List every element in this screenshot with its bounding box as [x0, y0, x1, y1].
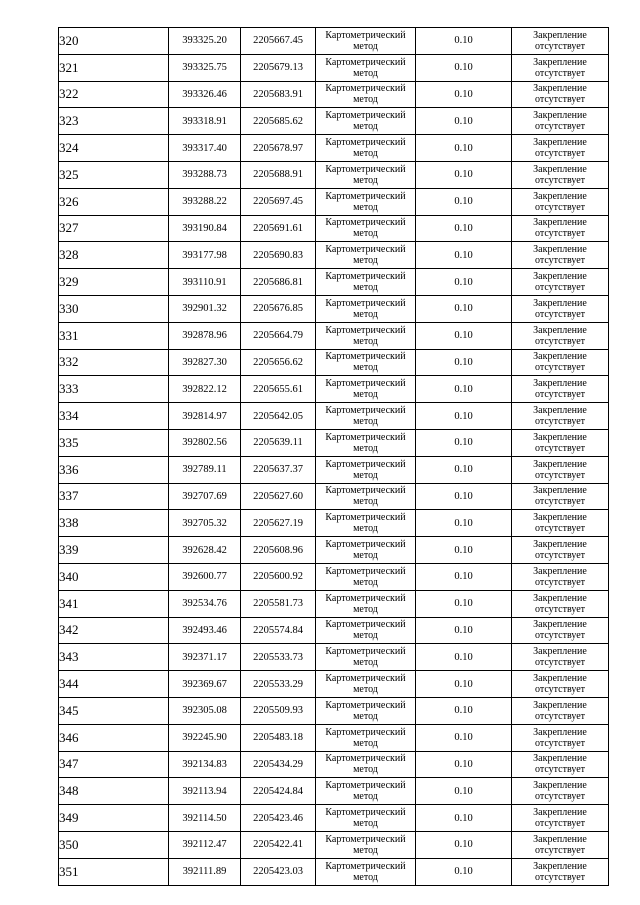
- point-number-cell: 343: [59, 644, 169, 671]
- fixing-cell: Закрепление отсутствует: [512, 269, 609, 296]
- accuracy-cell: 0.10: [416, 108, 512, 135]
- fixing-cell: Закрепление отсутствует: [512, 108, 609, 135]
- y-coordinate-cell: 2205574.84: [241, 617, 316, 644]
- fixing-cell: Закрепление отсутствует: [512, 697, 609, 724]
- point-number-cell: 337: [59, 483, 169, 510]
- point-number-cell: 322: [59, 81, 169, 108]
- accuracy-cell: 0.10: [416, 349, 512, 376]
- fixing-cell: Закрепление отсутствует: [512, 724, 609, 751]
- method-cell: Картометрический метод: [316, 537, 416, 564]
- y-coordinate-cell: 2205655.61: [241, 376, 316, 403]
- accuracy-cell: 0.10: [416, 751, 512, 778]
- method-cell: Картометрический метод: [316, 805, 416, 832]
- fixing-cell: Закрепление отсутствует: [512, 135, 609, 162]
- x-coordinate-cell: 393288.73: [169, 161, 241, 188]
- y-coordinate-cell: 2205608.96: [241, 537, 316, 564]
- accuracy-cell: 0.10: [416, 510, 512, 537]
- y-coordinate-cell: 2205637.37: [241, 456, 316, 483]
- accuracy-cell: 0.10: [416, 81, 512, 108]
- x-coordinate-cell: 393325.75: [169, 54, 241, 81]
- accuracy-cell: 0.10: [416, 403, 512, 430]
- table-row: [59, 322, 609, 349]
- table-row: [59, 671, 609, 698]
- accuracy-cell: 0.10: [416, 376, 512, 403]
- y-coordinate-cell: 2205509.93: [241, 697, 316, 724]
- method-cell: Картометрический метод: [316, 188, 416, 215]
- table-row: [59, 778, 609, 805]
- point-number-cell: 323: [59, 108, 169, 135]
- x-coordinate-cell: 393325.20: [169, 28, 241, 55]
- method-cell: Картометрический метод: [316, 269, 416, 296]
- fixing-cell: Закрепление отсутствует: [512, 376, 609, 403]
- y-coordinate-cell: 2205423.03: [241, 858, 316, 885]
- accuracy-cell: 0.10: [416, 724, 512, 751]
- accuracy-cell: 0.10: [416, 242, 512, 269]
- table-row: [59, 28, 609, 55]
- y-coordinate-cell: 2205679.13: [241, 54, 316, 81]
- y-coordinate-cell: 2205688.91: [241, 161, 316, 188]
- y-coordinate-cell: 2205533.73: [241, 644, 316, 671]
- accuracy-cell: 0.10: [416, 429, 512, 456]
- point-number-cell: 331: [59, 322, 169, 349]
- table-row: [59, 831, 609, 858]
- table-row: [59, 215, 609, 242]
- fixing-cell: Закрепление отсутствует: [512, 215, 609, 242]
- method-cell: Картометрический метод: [316, 456, 416, 483]
- table-row: [59, 376, 609, 403]
- table-row: [59, 590, 609, 617]
- x-coordinate-cell: 393288.22: [169, 188, 241, 215]
- fixing-cell: Закрепление отсутствует: [512, 510, 609, 537]
- method-cell: Картометрический метод: [316, 215, 416, 242]
- point-number-cell: 330: [59, 295, 169, 322]
- table-row: [59, 161, 609, 188]
- y-coordinate-cell: 2205422.41: [241, 831, 316, 858]
- x-coordinate-cell: 393190.84: [169, 215, 241, 242]
- fixing-cell: Закрепление отсутствует: [512, 537, 609, 564]
- accuracy-cell: 0.10: [416, 295, 512, 322]
- method-cell: Картометрический метод: [316, 724, 416, 751]
- method-cell: Картометрический метод: [316, 617, 416, 644]
- x-coordinate-cell: 392534.76: [169, 590, 241, 617]
- fixing-cell: Закрепление отсутствует: [512, 671, 609, 698]
- fixing-cell: Закрепление отсутствует: [512, 483, 609, 510]
- accuracy-cell: 0.10: [416, 697, 512, 724]
- point-number-cell: 344: [59, 671, 169, 698]
- table-row: [59, 858, 609, 885]
- table-row: [59, 81, 609, 108]
- point-number-cell: 349: [59, 805, 169, 832]
- fixing-cell: Закрепление отсутствует: [512, 54, 609, 81]
- method-cell: Картометрический метод: [316, 81, 416, 108]
- accuracy-cell: 0.10: [416, 161, 512, 188]
- coordinates-table-body: [59, 28, 609, 886]
- accuracy-cell: 0.10: [416, 483, 512, 510]
- table-row: [59, 724, 609, 751]
- table-row: [59, 751, 609, 778]
- table-row: [59, 135, 609, 162]
- table-row: [59, 108, 609, 135]
- point-number-cell: 334: [59, 403, 169, 430]
- method-cell: Картометрический метод: [316, 831, 416, 858]
- y-coordinate-cell: 2205423.46: [241, 805, 316, 832]
- x-coordinate-cell: 392305.08: [169, 697, 241, 724]
- x-coordinate-cell: 392493.46: [169, 617, 241, 644]
- accuracy-cell: 0.10: [416, 54, 512, 81]
- y-coordinate-cell: 2205483.18: [241, 724, 316, 751]
- x-coordinate-cell: 393177.98: [169, 242, 241, 269]
- accuracy-cell: 0.10: [416, 805, 512, 832]
- x-coordinate-cell: 392369.67: [169, 671, 241, 698]
- method-cell: Картометрический метод: [316, 429, 416, 456]
- accuracy-cell: 0.10: [416, 215, 512, 242]
- fixing-cell: Закрепление отсутствует: [512, 778, 609, 805]
- accuracy-cell: 0.10: [416, 590, 512, 617]
- accuracy-cell: 0.10: [416, 456, 512, 483]
- fixing-cell: Закрепление отсутствует: [512, 28, 609, 55]
- method-cell: Картометрический метод: [316, 671, 416, 698]
- method-cell: Картометрический метод: [316, 54, 416, 81]
- x-coordinate-cell: 392705.32: [169, 510, 241, 537]
- fixing-cell: Закрепление отсутствует: [512, 617, 609, 644]
- x-coordinate-cell: 392245.90: [169, 724, 241, 751]
- table-row: [59, 617, 609, 644]
- y-coordinate-cell: 2205533.29: [241, 671, 316, 698]
- x-coordinate-cell: 392901.32: [169, 295, 241, 322]
- accuracy-cell: 0.10: [416, 617, 512, 644]
- table-row: [59, 805, 609, 832]
- table-row: [59, 456, 609, 483]
- fixing-cell: Закрепление отсутствует: [512, 242, 609, 269]
- point-number-cell: 326: [59, 188, 169, 215]
- table-row: [59, 644, 609, 671]
- y-coordinate-cell: 2205697.45: [241, 188, 316, 215]
- x-coordinate-cell: 392111.89: [169, 858, 241, 885]
- method-cell: Картометрический метод: [316, 322, 416, 349]
- point-number-cell: 347: [59, 751, 169, 778]
- method-cell: Картометрический метод: [316, 563, 416, 590]
- y-coordinate-cell: 2205434.29: [241, 751, 316, 778]
- point-number-cell: 338: [59, 510, 169, 537]
- table-row: [59, 563, 609, 590]
- fixing-cell: Закрепление отсутствует: [512, 349, 609, 376]
- table-row: [59, 269, 609, 296]
- x-coordinate-cell: 393326.46: [169, 81, 241, 108]
- accuracy-cell: 0.10: [416, 28, 512, 55]
- method-cell: Картометрический метод: [316, 161, 416, 188]
- fixing-cell: Закрепление отсутствует: [512, 81, 609, 108]
- x-coordinate-cell: 393110.91: [169, 269, 241, 296]
- point-number-cell: 324: [59, 135, 169, 162]
- table-row: [59, 537, 609, 564]
- method-cell: Картометрический метод: [316, 28, 416, 55]
- table-row: [59, 242, 609, 269]
- point-number-cell: 332: [59, 349, 169, 376]
- accuracy-cell: 0.10: [416, 858, 512, 885]
- point-number-cell: 345: [59, 697, 169, 724]
- accuracy-cell: 0.10: [416, 322, 512, 349]
- y-coordinate-cell: 2205676.85: [241, 295, 316, 322]
- method-cell: Картометрический метод: [316, 242, 416, 269]
- y-coordinate-cell: 2205627.19: [241, 510, 316, 537]
- fixing-cell: Закрепление отсутствует: [512, 644, 609, 671]
- accuracy-cell: 0.10: [416, 135, 512, 162]
- method-cell: Картометрический метод: [316, 751, 416, 778]
- x-coordinate-cell: 392878.96: [169, 322, 241, 349]
- method-cell: Картометрический метод: [316, 349, 416, 376]
- fixing-cell: Закрепление отсутствует: [512, 429, 609, 456]
- x-coordinate-cell: 392371.17: [169, 644, 241, 671]
- method-cell: Картометрический метод: [316, 376, 416, 403]
- fixing-cell: Закрепление отсутствует: [512, 161, 609, 188]
- y-coordinate-cell: 2205424.84: [241, 778, 316, 805]
- table-row: [59, 403, 609, 430]
- method-cell: Картометрический метод: [316, 108, 416, 135]
- point-number-cell: 325: [59, 161, 169, 188]
- point-number-cell: 351: [59, 858, 169, 885]
- point-number-cell: 320: [59, 28, 169, 55]
- x-coordinate-cell: 393318.91: [169, 108, 241, 135]
- point-number-cell: 342: [59, 617, 169, 644]
- point-number-cell: 333: [59, 376, 169, 403]
- y-coordinate-cell: 2205642.05: [241, 403, 316, 430]
- accuracy-cell: 0.10: [416, 671, 512, 698]
- method-cell: Картометрический метод: [316, 483, 416, 510]
- x-coordinate-cell: 392822.12: [169, 376, 241, 403]
- y-coordinate-cell: 2205627.60: [241, 483, 316, 510]
- table-row: [59, 429, 609, 456]
- method-cell: Картометрический метод: [316, 135, 416, 162]
- y-coordinate-cell: 2205678.97: [241, 135, 316, 162]
- x-coordinate-cell: 392814.97: [169, 403, 241, 430]
- accuracy-cell: 0.10: [416, 563, 512, 590]
- accuracy-cell: 0.10: [416, 778, 512, 805]
- method-cell: Картометрический метод: [316, 858, 416, 885]
- point-number-cell: 341: [59, 590, 169, 617]
- table-row: [59, 188, 609, 215]
- y-coordinate-cell: 2205600.92: [241, 563, 316, 590]
- y-coordinate-cell: 2205686.81: [241, 269, 316, 296]
- x-coordinate-cell: 392628.42: [169, 537, 241, 564]
- method-cell: Картометрический метод: [316, 295, 416, 322]
- x-coordinate-cell: 392827.30: [169, 349, 241, 376]
- point-number-cell: 336: [59, 456, 169, 483]
- accuracy-cell: 0.10: [416, 188, 512, 215]
- method-cell: Картометрический метод: [316, 697, 416, 724]
- table-row: [59, 349, 609, 376]
- fixing-cell: Закрепление отсутствует: [512, 295, 609, 322]
- method-cell: Картометрический метод: [316, 403, 416, 430]
- y-coordinate-cell: 2205664.79: [241, 322, 316, 349]
- fixing-cell: Закрепление отсутствует: [512, 322, 609, 349]
- point-number-cell: 350: [59, 831, 169, 858]
- fixing-cell: Закрепление отсутствует: [512, 403, 609, 430]
- y-coordinate-cell: 2205639.11: [241, 429, 316, 456]
- table-row: [59, 295, 609, 322]
- x-coordinate-cell: 392707.69: [169, 483, 241, 510]
- fixing-cell: Закрепление отсутствует: [512, 858, 609, 885]
- x-coordinate-cell: 392802.56: [169, 429, 241, 456]
- point-number-cell: 329: [59, 269, 169, 296]
- method-cell: Картометрический метод: [316, 644, 416, 671]
- accuracy-cell: 0.10: [416, 644, 512, 671]
- method-cell: Картометрический метод: [316, 778, 416, 805]
- y-coordinate-cell: 2205656.62: [241, 349, 316, 376]
- x-coordinate-cell: 392789.11: [169, 456, 241, 483]
- fixing-cell: Закрепление отсутствует: [512, 563, 609, 590]
- point-number-cell: 327: [59, 215, 169, 242]
- table-row: [59, 54, 609, 81]
- y-coordinate-cell: 2205691.61: [241, 215, 316, 242]
- x-coordinate-cell: 392600.77: [169, 563, 241, 590]
- point-number-cell: 335: [59, 429, 169, 456]
- table-row: [59, 483, 609, 510]
- x-coordinate-cell: 392112.47: [169, 831, 241, 858]
- point-number-cell: 339: [59, 537, 169, 564]
- point-number-cell: 328: [59, 242, 169, 269]
- x-coordinate-cell: 393317.40: [169, 135, 241, 162]
- accuracy-cell: 0.10: [416, 831, 512, 858]
- fixing-cell: Закрепление отсутствует: [512, 751, 609, 778]
- fixing-cell: Закрепление отсутствует: [512, 456, 609, 483]
- y-coordinate-cell: 2205667.45: [241, 28, 316, 55]
- y-coordinate-cell: 2205685.62: [241, 108, 316, 135]
- x-coordinate-cell: 392114.50: [169, 805, 241, 832]
- point-number-cell: 348: [59, 778, 169, 805]
- coordinates-table: [58, 27, 609, 886]
- point-number-cell: 321: [59, 54, 169, 81]
- y-coordinate-cell: 2205690.83: [241, 242, 316, 269]
- point-number-cell: 340: [59, 563, 169, 590]
- table-row: [59, 697, 609, 724]
- fixing-cell: Закрепление отсутствует: [512, 805, 609, 832]
- accuracy-cell: 0.10: [416, 537, 512, 564]
- y-coordinate-cell: 2205581.73: [241, 590, 316, 617]
- point-number-cell: 346: [59, 724, 169, 751]
- x-coordinate-cell: 392134.83: [169, 751, 241, 778]
- fixing-cell: Закрепление отсутствует: [512, 831, 609, 858]
- accuracy-cell: 0.10: [416, 269, 512, 296]
- fixing-cell: Закрепление отсутствует: [512, 188, 609, 215]
- method-cell: Картометрический метод: [316, 510, 416, 537]
- fixing-cell: Закрепление отсутствует: [512, 590, 609, 617]
- method-cell: Картометрический метод: [316, 590, 416, 617]
- table-row: [59, 510, 609, 537]
- x-coordinate-cell: 392113.94: [169, 778, 241, 805]
- y-coordinate-cell: 2205683.91: [241, 81, 316, 108]
